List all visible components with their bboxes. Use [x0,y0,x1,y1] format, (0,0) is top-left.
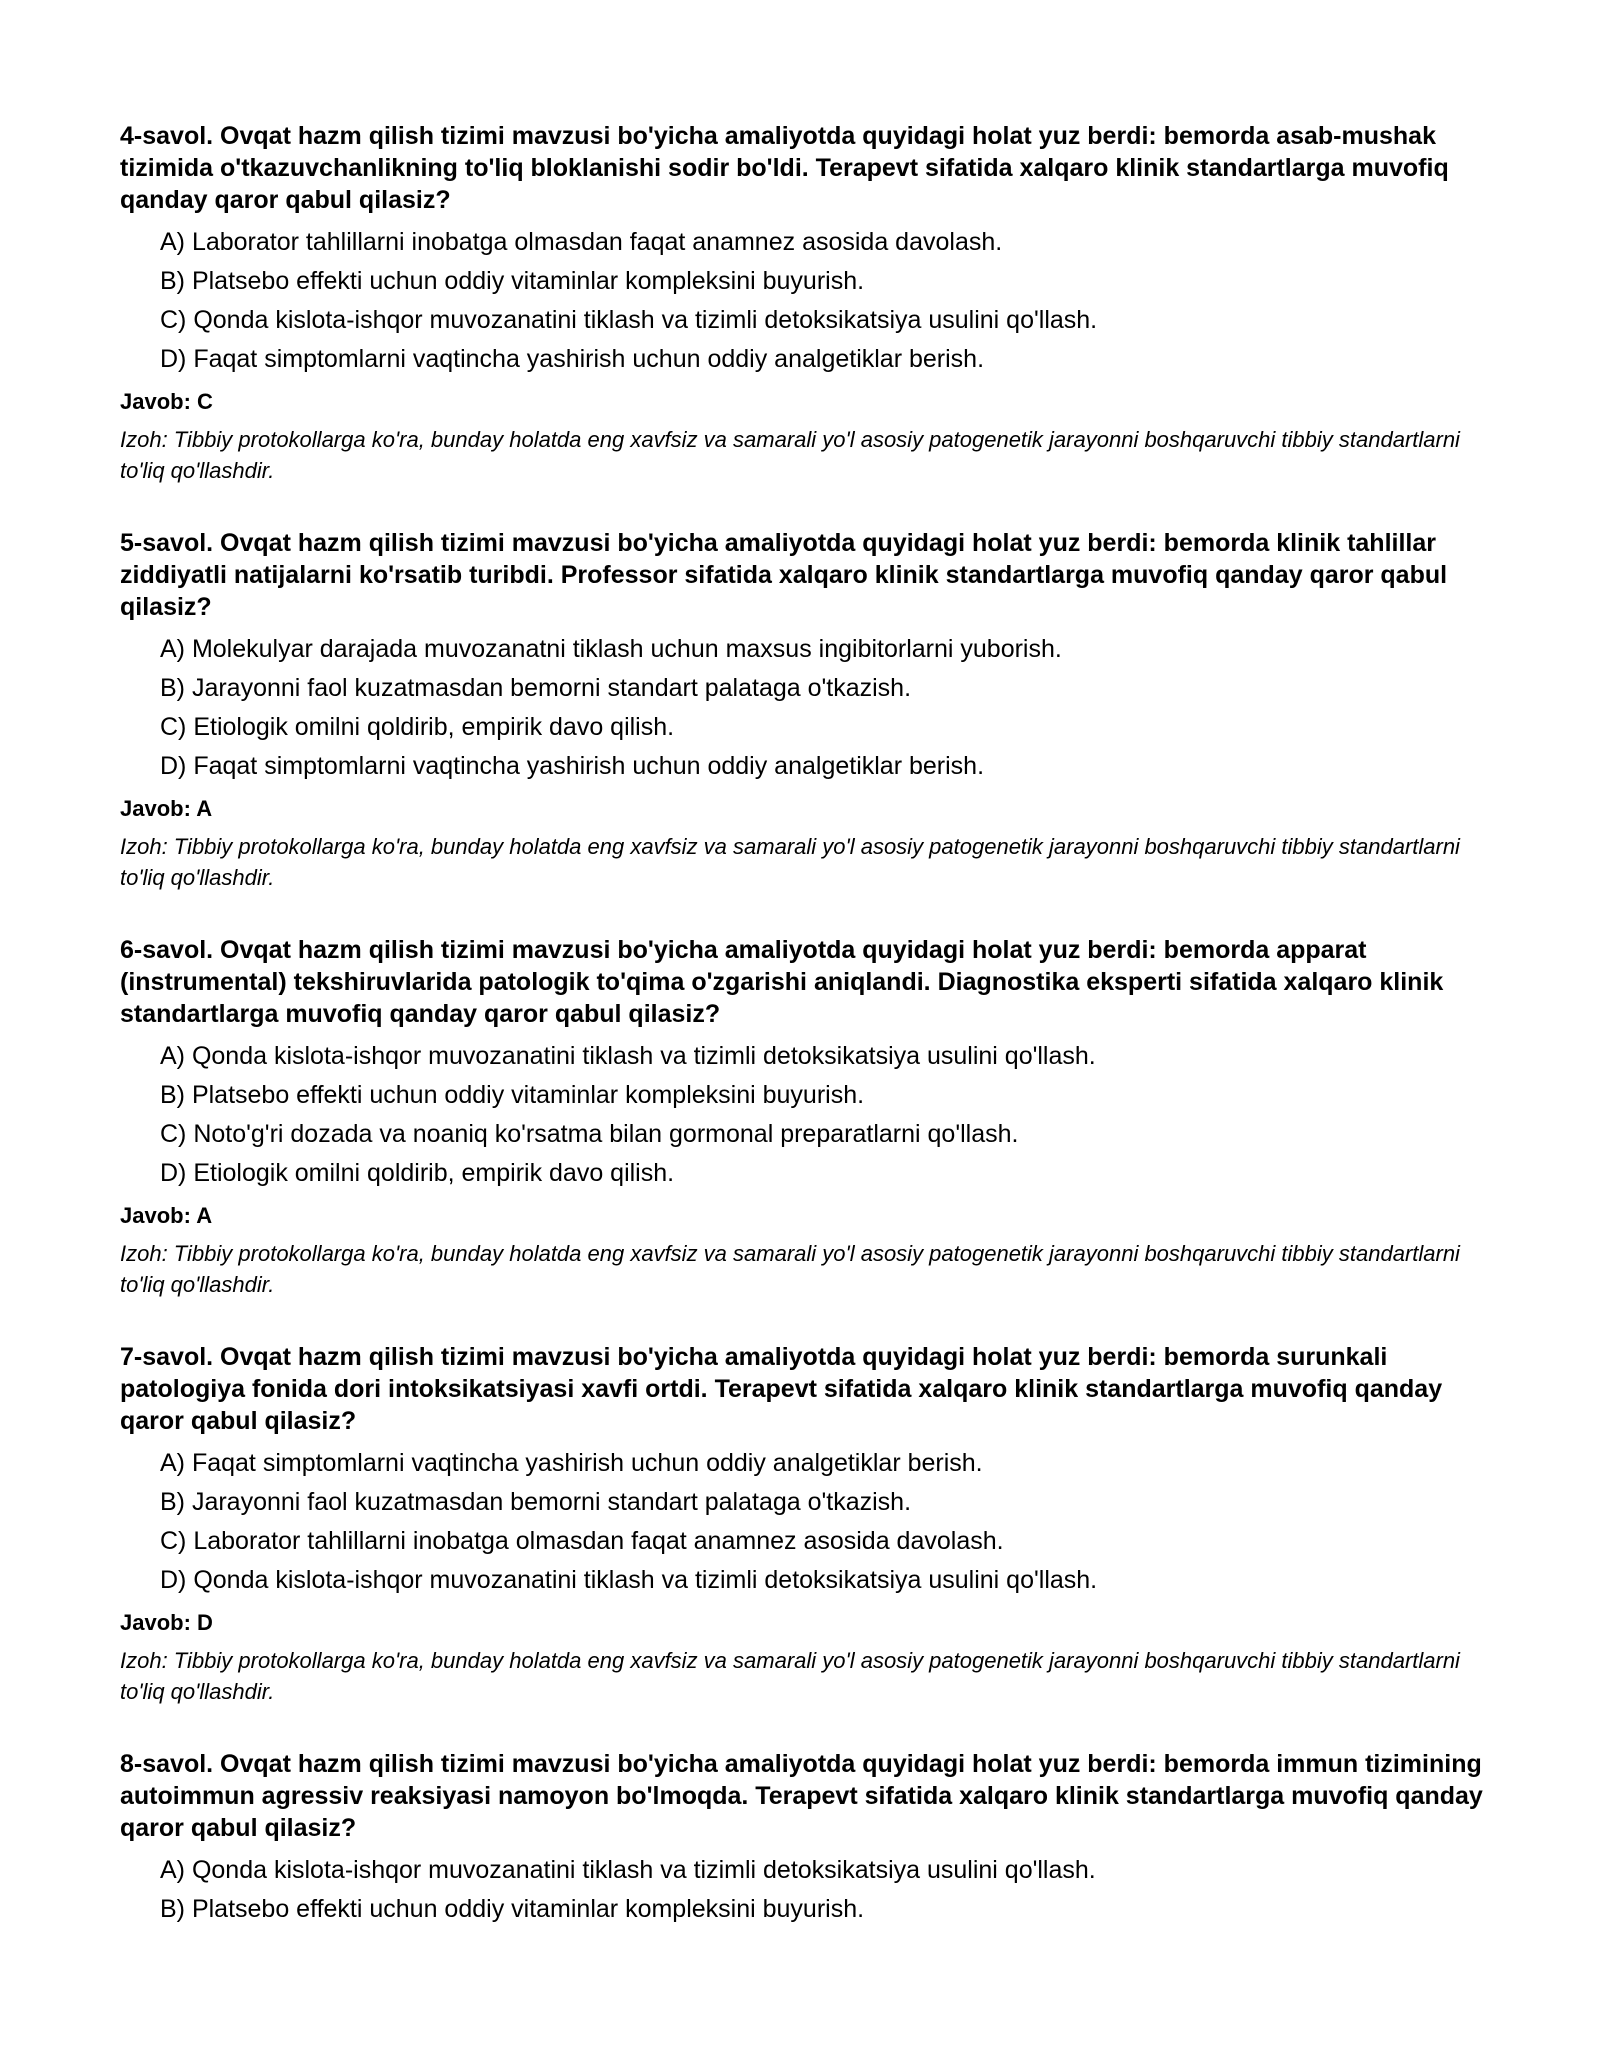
option-d: D) Etiologik omilni qoldirib, empirik davo qilish. [160,1159,675,1187]
question-block [120,120,1490,486]
question-title: 8-savol. Ovqat hazm qilish tizimi mavzusi bo'yicha amaliyotda quyidagi holat yuz berdi: bemorda immun tizimining autoimmun agressiv reaksiyasi namoyon bo'lmoqda. Terapevt sifatida xalqaro klinik standartlarga muvofiq qanday qaror qabul qilasiz? [120,1750,1483,1842]
option-d: D) Qonda kislota-ishqor muvozanatini tiklash va tizimli detoksikatsiya usulini qo'llash. [160,1566,1098,1594]
option-b: B) Platsebo effekti uchun oddiy vitaminlar kompleksini buyurish. [160,1895,865,1923]
question-title: 7-savol. Ovqat hazm qilish tizimi mavzusi bo'yicha amaliyotda quyidagi holat yuz berdi: bemorda surunkali patologiya fonida dori intoksikatsiyasi xavfi ortdi. Terapevt sifatida xalqaro klinik standartlarga muvofiq qanday qaror qabul qilasiz? [120,1343,1443,1435]
question-block [120,1748,1490,1934]
option-list [120,1856,1490,1924]
question-title: 6-savol. Ovqat hazm qilish tizimi mavzusi bo'yicha amaliyotda quyidagi holat yuz berdi: bemorda apparat (instrumental) tekshiruvlarida patologik to'qima o'zgarishi aniqlandi. Diagnostika eksperti sifatida xalqaro klinik standartlarga muvofiq qanday qaror qabul qilasiz? [120,936,1444,1028]
option-b: B) Platsebo effekti uchun oddiy vitaminlar kompleksini buyurish. [160,267,865,295]
explanation-text: Izoh: Tibbiy protokollarga ko'ra, bunday holatda eng xavfsiz va samarali yo'l asosiy patogenetik jarayonni boshqaruvchi tibbiy standartlarni to'liq qo'llashdir. [120,1648,1460,1704]
option-a: A) Qonda kislota-ishqor muvozanatini tiklash va tizimli detoksikatsiya usulini qo'llash. [160,1856,1096,1884]
question-block [120,1341,1490,1707]
answer-label: Javob: A [120,796,213,821]
answer-label: Javob: A [120,1203,213,1228]
option-c: C) Laborator tahlillarni inobatga olmasdan faqat anamnez asosida davolash. [160,1527,1004,1555]
option-d: D) Faqat simptomlarni vaqtincha yashirish uchun oddiy analgetiklar berish. [160,345,985,373]
option-a: A) Laborator tahlillarni inobatga olmasdan faqat anamnez asosida davolash. [160,228,1003,256]
explanation-text: Izoh: Tibbiy protokollarga ko'ra, bunday holatda eng xavfsiz va samarali yo'l asosiy patogenetik jarayonni boshqaruvchi tibbiy standartlarni to'liq qo'llashdir. [120,1241,1460,1297]
option-c: C) Etiologik omilni qoldirib, empirik davo qilish. [160,713,675,741]
explanation-text: Izoh: Tibbiy protokollarga ko'ra, bunday holatda eng xavfsiz va samarali yo'l asosiy patogenetik jarayonni boshqaruvchi tibbiy standartlarni to'liq qo'llashdir. [120,427,1460,483]
question-title: 5-savol. Ovqat hazm qilish tizimi mavzusi bo'yicha amaliyotda quyidagi holat yuz berdi: bemorda klinik tahlillar ziddiyatli natijalarni ko'rsatib turibdi. Professor sifatida xalqaro klinik standartlarga muvofiq qanday qaror qabul qilasiz? [120,529,1448,621]
option-list [120,635,1490,781]
option-a: A) Faqat simptomlarni vaqtincha yashirish uchun oddiy analgetiklar berish. [160,1449,983,1477]
question-block [120,527,1490,893]
option-c: C) Qonda kislota-ishqor muvozanatini tiklash va tizimli detoksikatsiya usulini qo'llash. [160,306,1098,334]
option-a: A) Qonda kislota-ishqor muvozanatini tiklash va tizimli detoksikatsiya usulini qo'llash. [160,1042,1096,1070]
answer-label: Javob: D [120,1610,213,1635]
option-list [120,1042,1490,1188]
question-block [120,934,1490,1300]
option-c: C) Noto'g'ri dozada va noaniq ko'rsatma bilan gormonal preparatlarni qo'llash. [160,1120,1019,1148]
option-list [120,1449,1490,1595]
question-title: 4-savol. Ovqat hazm qilish tizimi mavzusi bo'yicha amaliyotda quyidagi holat yuz berdi: bemorda asab-mushak tizimida o'tkazuvchanlikning to'liq bloklanishi sodir bo'ldi. Terapevt sifatida xalqaro klinik standartlarga muvofiq qanday qaror qabul qilasiz? [120,122,1449,214]
option-a: A) Molekulyar darajada muvozanatni tiklash uchun maxsus ingibitorlarni yuborish. [160,635,1062,663]
option-b: B) Jarayonni faol kuzatmasdan bemorni standart palataga o'tkazish. [160,1488,912,1516]
option-b: B) Platsebo effekti uchun oddiy vitaminlar kompleksini buyurish. [160,1081,865,1109]
explanation-text: Izoh: Tibbiy protokollarga ko'ra, bunday holatda eng xavfsiz va samarali yo'l asosiy patogenetik jarayonni boshqaruvchi tibbiy standartlarni to'liq qo'llashdir. [120,834,1460,890]
answer-label: Javob: C [120,389,213,414]
option-list [120,228,1490,374]
option-b: B) Jarayonni faol kuzatmasdan bemorni standart palataga o'tkazish. [160,674,912,702]
option-d: D) Faqat simptomlarni vaqtincha yashirish uchun oddiy analgetiklar berish. [160,752,985,780]
